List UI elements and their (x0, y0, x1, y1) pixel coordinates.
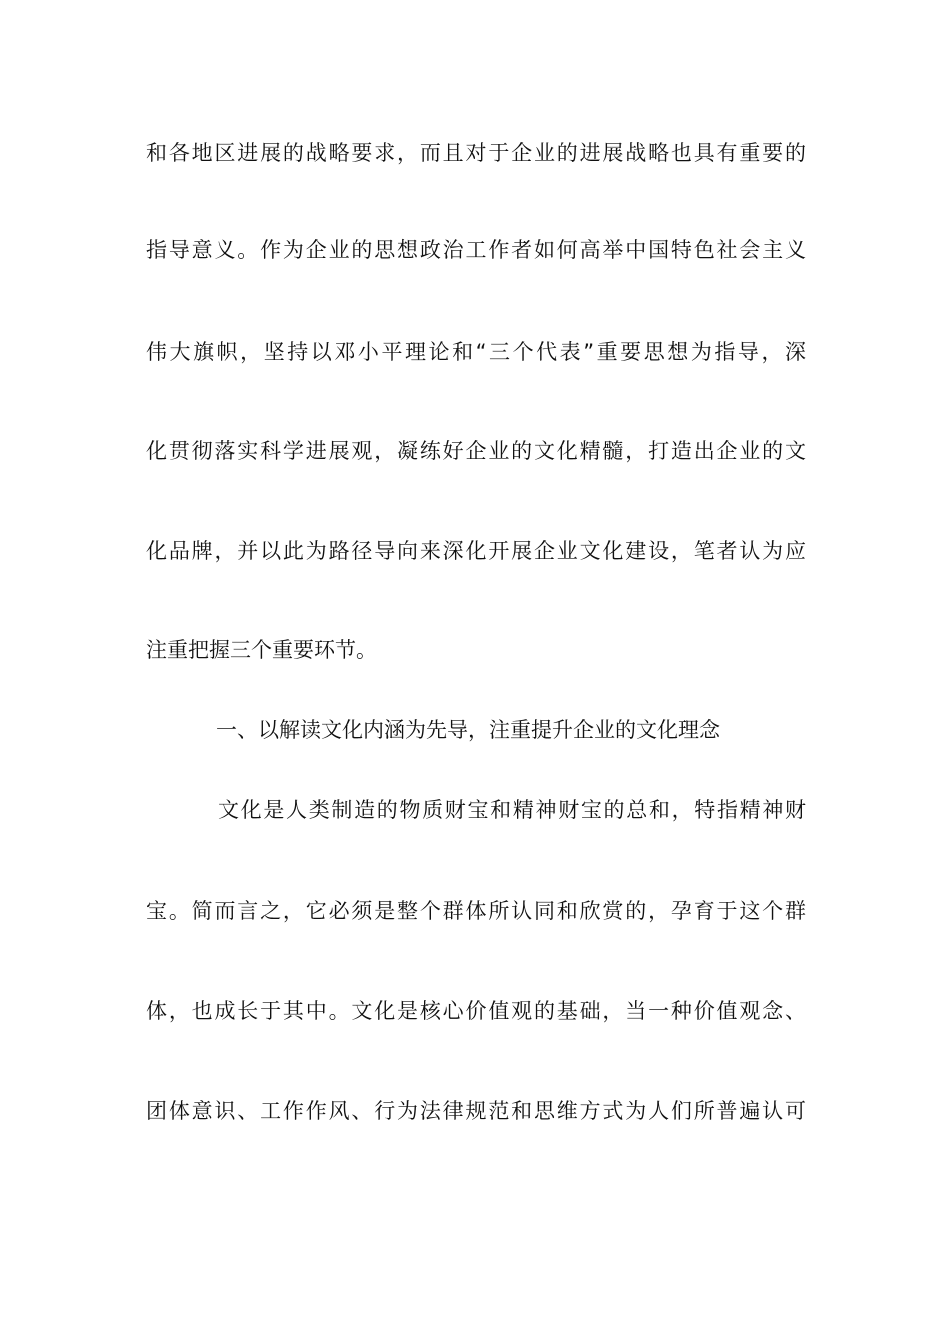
paragraph-line: 宝。简而言之，它必须是整个群体所认同和欣赏的，孕育于这个群 (146, 899, 806, 923)
paragraph-line: 文化是人类制造的物质财宝和精神财宝的总和，特指精神财 (218, 798, 806, 822)
paragraph-line: 指导意义。作为企业的思想政治工作者如何高举中国特色社会主义 (146, 238, 806, 262)
paragraph-line: 注重把握三个重要环节。 (146, 638, 377, 662)
paragraph-line: 化品牌，并以此为路径导向来深化开展企业文化建设，笔者认为应 (146, 539, 806, 563)
paragraph-line: 团体意识、工作作风、行为法律规范和思维方式为人们所普遍认可 (146, 1099, 806, 1123)
paragraph-line: 伟大旗帜，坚持以邓小平理论和“三个代表”重要思想为指导，深 (146, 340, 806, 364)
paragraph-line: 体，也成长于其中。文化是核心价值观的基础，当一种价值观念、 (146, 999, 806, 1023)
paragraph-line: 和各地区进展的战略要求，而且对于企业的进展战略也具有重要的 (146, 141, 806, 165)
section-heading: 一、以解读文化内涵为先导，注重提升企业的文化理念 (216, 718, 720, 742)
paragraph-line: 化贯彻落实科学进展观，凝练好企业的文化精髓，打造出企业的文 (146, 439, 806, 463)
